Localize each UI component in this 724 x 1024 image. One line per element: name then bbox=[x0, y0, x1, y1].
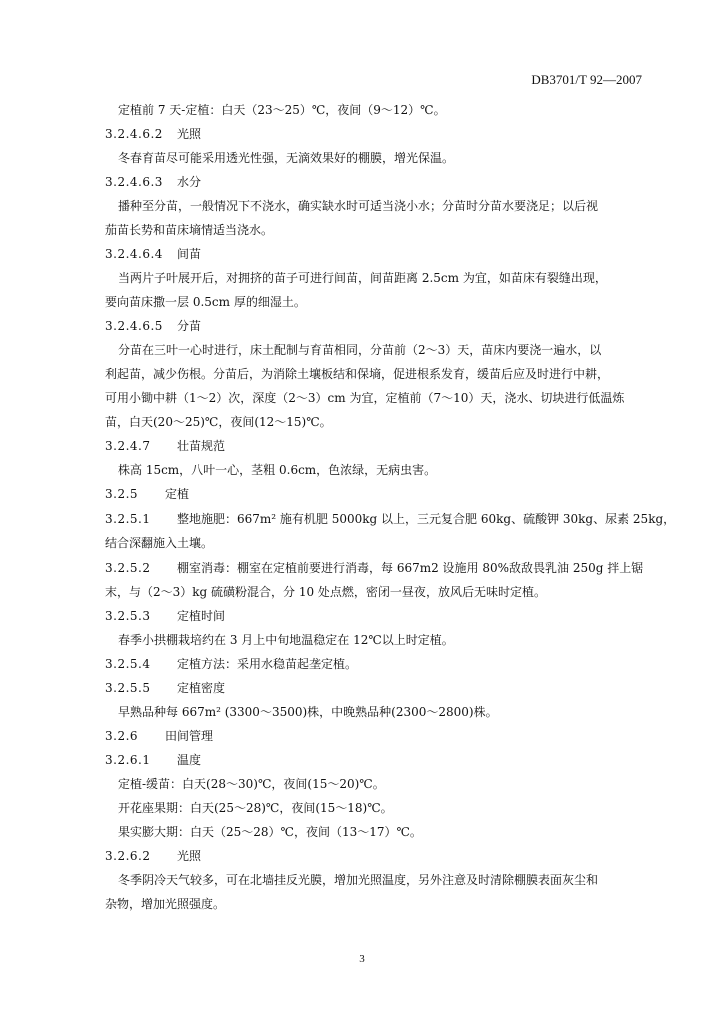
section-number: 3.2.4.6.3 bbox=[105, 175, 163, 189]
section-heading bbox=[105, 511, 724, 527]
section-title: 定植 bbox=[165, 487, 190, 501]
paragraph-line: 早熟品种每 667m² (3300～3500)株，中晚熟品种(2300～2800)株。 bbox=[118, 705, 498, 719]
section-title: 分苗 bbox=[177, 319, 202, 333]
section-title: 整地施肥：667m² 施有机肥 5000kg 以上，三元复合肥 60kg、硫酸钾 30kg、尿素 25kg， bbox=[177, 512, 676, 526]
paragraph-line: 冬季阴冷天气较多，可在北墙挂反光膜，增加光照温度，另外注意及时清除棚膜表面灰尘和 bbox=[118, 873, 599, 887]
section-title: 光照 bbox=[177, 127, 202, 141]
section-number: 3.2.4.6.5 bbox=[105, 319, 163, 333]
paragraph-line: 当两片子叶展开后，对拥挤的苗子可进行间苗，间苗距离 2.5cm 为宜，如苗床有裂缝出现， bbox=[118, 271, 607, 285]
continuation-line: 可用小锄中耕（1～2）次，深度（2～3）cm 为宜，定植前（7～10）天，浇水、切块进行低温炼 bbox=[105, 391, 625, 405]
section-title: 田间管理 bbox=[165, 729, 214, 743]
paragraph-line: 开花座果期：白天(25～28)℃，夜间(15～18)℃。 bbox=[118, 801, 393, 815]
paragraph-line: 播种至分苗，一般情况下不浇水，确实缺水时可适当浇小水；分苗时分苗水要浇足；以后视 bbox=[118, 199, 599, 213]
section-heading bbox=[105, 438, 724, 454]
page-number: 3 bbox=[359, 953, 365, 965]
section-title: 棚室消毒：棚室在定植前要进行消毒，每 667m2 设施用 80%敌敌畏乳油 250g 拌上锯 bbox=[177, 561, 644, 575]
section-number: 3.2.6.2 bbox=[105, 849, 151, 863]
section-number: 3.2.4.6.4 bbox=[105, 247, 163, 261]
section-heading bbox=[105, 174, 724, 190]
section-heading bbox=[105, 728, 724, 744]
section-number: 3.2.5.4 bbox=[105, 657, 151, 671]
paragraph-line: 果实膨大期：白天（25～28）℃，夜间（13～17）℃。 bbox=[118, 825, 422, 839]
section-number: 3.2.6.1 bbox=[105, 753, 151, 767]
section-title: 定植时间 bbox=[177, 609, 226, 623]
continuation-line: 结合深翻施入土壤。 bbox=[105, 536, 214, 550]
paragraph-line: 春季小拱棚栽培约在 3 月上中旬地温稳定在 12℃以上时定植。 bbox=[118, 633, 454, 647]
section-number: 3.2.5.5 bbox=[105, 681, 151, 695]
section-title: 温度 bbox=[177, 753, 202, 767]
section-title: 壮苗规范 bbox=[177, 439, 226, 453]
section-heading bbox=[105, 126, 724, 142]
section-title: 定植方法：采用水稳苗起垄定植。 bbox=[177, 657, 358, 671]
continuation-line: 要向苗床撒一层 0.5cm 厚的细湿土。 bbox=[105, 295, 306, 309]
section-number: 3.2.4.6.2 bbox=[105, 127, 163, 141]
section-title: 定植密度 bbox=[177, 681, 226, 695]
section-heading bbox=[105, 486, 724, 502]
section-heading bbox=[105, 318, 724, 334]
section-number: 3.2.5 bbox=[105, 487, 139, 501]
continuation-line: 茄苗长势和苗床墒情适当浇水。 bbox=[105, 223, 274, 237]
paragraph-line: 分苗在三叶一心时进行，床土配制与育苗相同，分苗前（2～3）天，苗床内要浇一遍水，以 bbox=[118, 343, 602, 357]
section-heading bbox=[105, 608, 724, 624]
section-number: 3.2.5.1 bbox=[105, 512, 151, 526]
section-number: 3.2.5.3 bbox=[105, 609, 151, 623]
continuation-line: 苗，白天(20～25)℃，夜间(12～15)℃。 bbox=[105, 415, 332, 429]
section-title: 间苗 bbox=[177, 247, 202, 261]
section-heading bbox=[105, 560, 724, 576]
paragraph-line: 株高 15cm，八叶一心，茎粗 0.6cm，色浓绿，无病虫害。 bbox=[118, 463, 437, 477]
continuation-line: 杂物，增加光照强度。 bbox=[105, 897, 226, 911]
continuation-line: 末，与（2～3）kg 硫磺粉混合，分 10 处点燃，密闭一昼夜，放风后无味时定植。 bbox=[105, 585, 546, 599]
section-number: 3.2.4.7 bbox=[105, 439, 151, 453]
section-heading bbox=[105, 848, 724, 864]
paragraph-line: 冬春育苗尽可能采用透光性强，无滴效果好的棚膜，增光保温。 bbox=[118, 151, 455, 165]
section-heading bbox=[105, 246, 724, 262]
section-heading bbox=[105, 656, 724, 672]
section-number: 3.2.5.2 bbox=[105, 561, 151, 575]
continuation-line: 利起苗，减少伤根。分苗后，为消除土壤板结和保墒，促进根系发育，缓苗后应及时进行中耕， bbox=[105, 367, 610, 381]
section-title: 光照 bbox=[177, 849, 202, 863]
section-title: 水分 bbox=[177, 175, 202, 189]
document-id: DB3701/T 92—2007 bbox=[531, 72, 642, 87]
section-number: 3.2.6 bbox=[105, 729, 139, 743]
paragraph-line: 定植前 7 天-定植：白天（23～25）℃，夜间（9～12）℃。 bbox=[118, 103, 446, 117]
section-heading bbox=[105, 752, 724, 768]
paragraph-line: 定植-缓苗：白天(28～30)℃，夜间(15～20)℃。 bbox=[118, 777, 385, 791]
section-heading bbox=[105, 680, 724, 696]
